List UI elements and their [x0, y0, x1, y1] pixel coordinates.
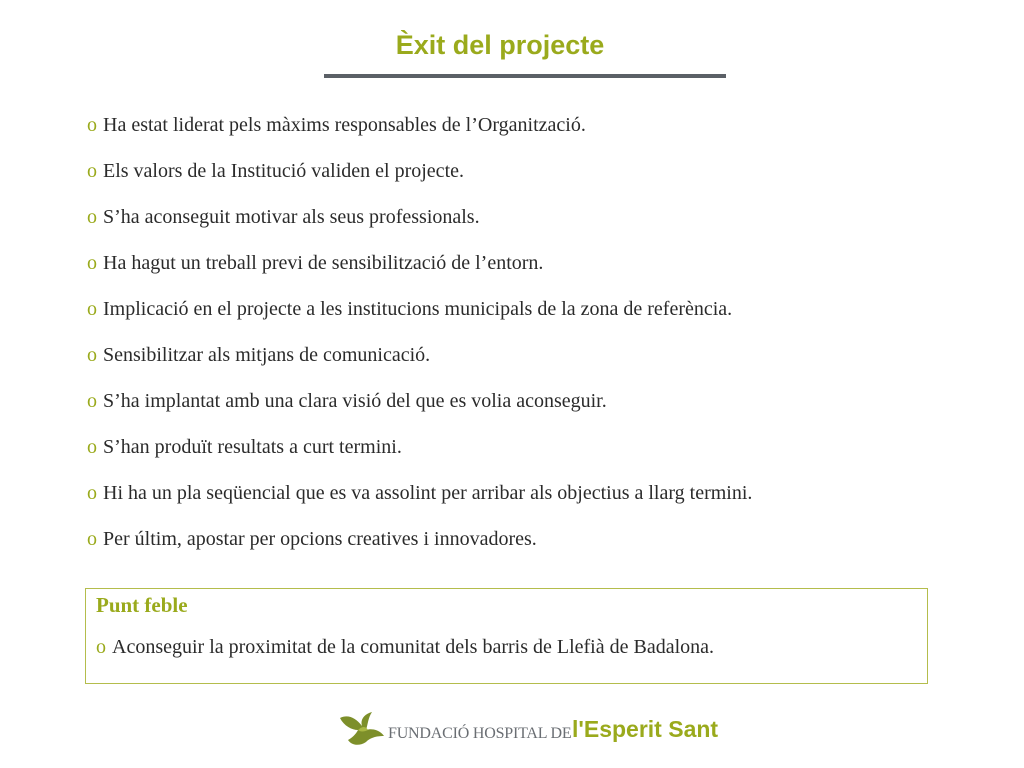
bullet-marker: o: [87, 298, 97, 320]
dove-icon: [338, 708, 386, 750]
bullet-text: Implicació en el projecte a les institucions municipals de la zona de referència.: [103, 298, 733, 320]
slide-title: Èxit del projecte: [395, 30, 605, 60]
bullet-item: [87, 203, 967, 249]
bullet-item: [87, 249, 967, 295]
bullet-marker: o: [87, 390, 97, 412]
bullet-item: [87, 525, 967, 571]
bullet-marker: o: [87, 436, 97, 458]
weak-point-item: [96, 633, 714, 661]
title-underline: [324, 74, 726, 78]
bullet-marker: o: [87, 206, 97, 228]
weak-point-box: [85, 588, 928, 684]
bullet-text: Ha hagut un treball previ de sensibilització de l’entorn.: [103, 252, 544, 274]
logo-name-text: l'Esperit Sant: [572, 716, 719, 742]
bullet-item: [87, 341, 967, 387]
weak-point-title: Punt feble: [96, 593, 188, 617]
bullet-item: [87, 387, 967, 433]
bullet-text: Sensibilitzar als mitjans de comunicació.: [103, 344, 431, 366]
bullet-text: Els valors de la Institució validen el projecte.: [103, 160, 464, 182]
bullet-text: Per últim, apostar per opcions creatives i innovadores.: [103, 528, 537, 550]
bullet-text: S’ha implantat amb una clara visió del que es volia aconseguir.: [103, 390, 607, 412]
foundation-logo: [338, 708, 738, 752]
bullet-marker: o: [87, 114, 97, 136]
bullet-text: S’ha aconseguit motivar als seus professionals.: [103, 206, 480, 228]
bullet-text: S’han produït resultats a curt termini.: [103, 436, 402, 458]
bullet-marker: o: [87, 344, 97, 366]
bullet-marker: o: [96, 636, 106, 658]
weak-point-text: Aconseguir la proximitat de la comunitat dels barris de Llefià de Badalona.: [112, 636, 715, 658]
bullet-item: [87, 433, 967, 479]
success-bullet-list: [87, 111, 967, 571]
bullet-marker: o: [87, 252, 97, 274]
bullet-text: Hi ha un pla seqüencial que es va assolint per arribar als objectius a llarg termini.: [103, 482, 753, 504]
bullet-item: [87, 111, 967, 157]
bullet-item: [87, 479, 967, 525]
bullet-item: [87, 295, 967, 341]
bullet-marker: o: [87, 160, 97, 182]
bullet-marker: o: [87, 528, 97, 550]
bullet-marker: o: [87, 482, 97, 504]
bullet-text: Ha estat liderat pels màxims responsables de l’Organització.: [103, 114, 586, 136]
logo-prefix-text: FUNDACIÓ HOSPITAL DE: [388, 725, 572, 742]
bullet-item: [87, 157, 967, 203]
